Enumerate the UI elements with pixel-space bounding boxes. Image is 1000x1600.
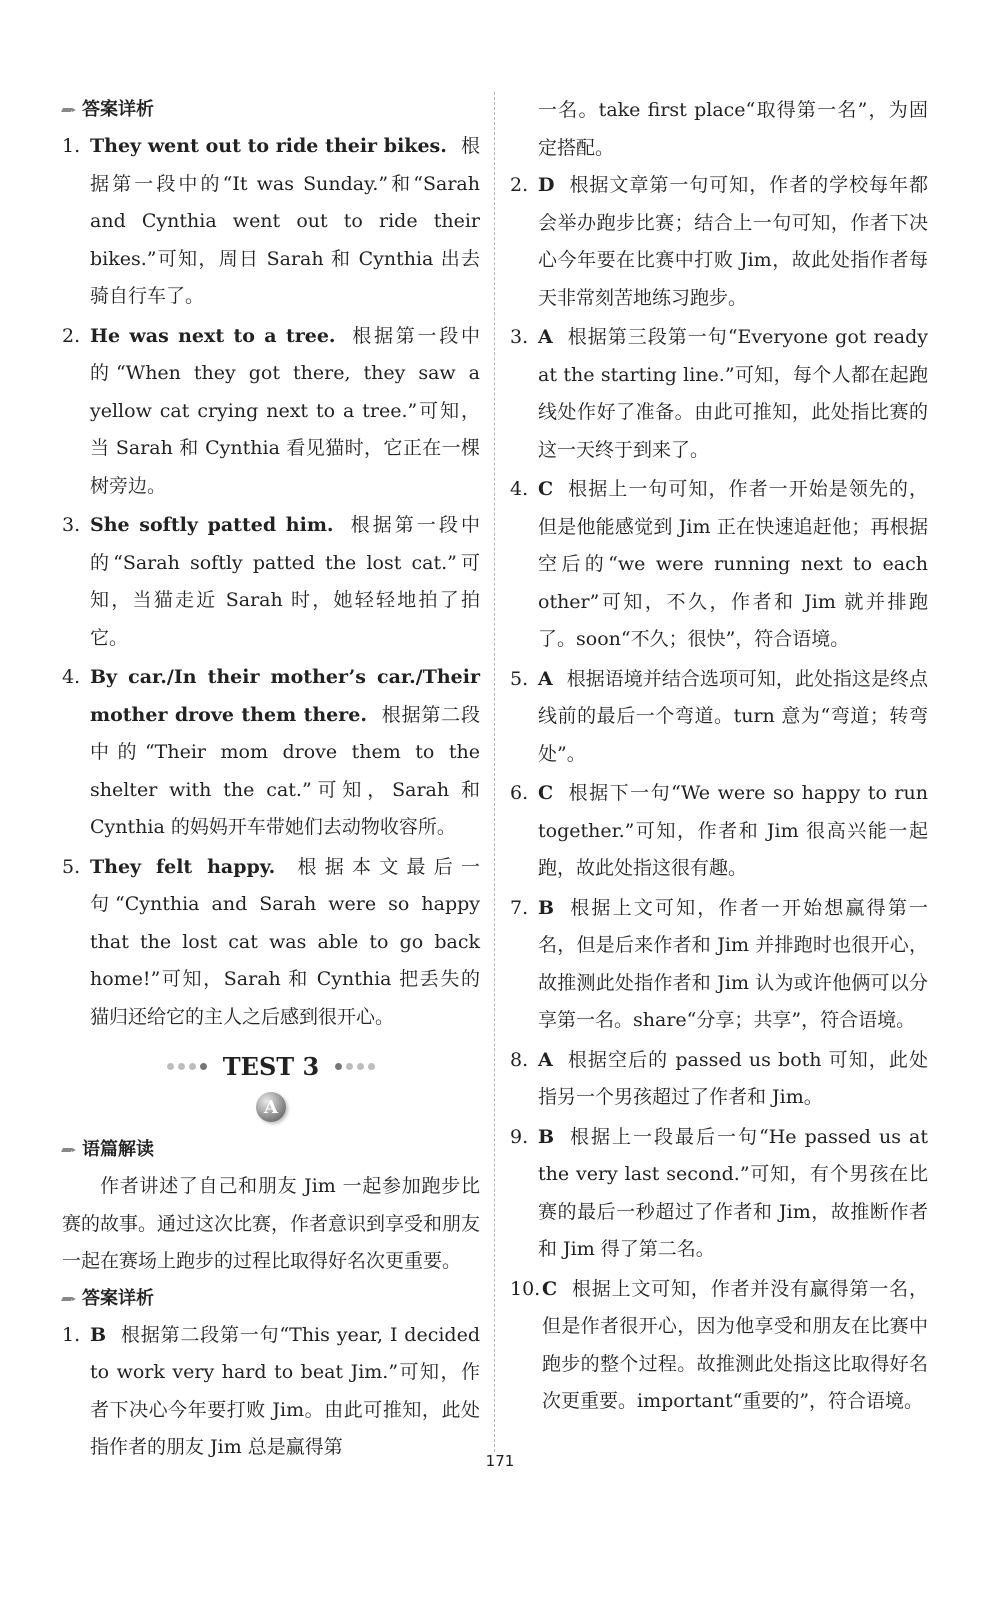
pencil-icon bbox=[62, 1294, 76, 1304]
answer-item-2 bbox=[62, 318, 480, 506]
answer-explanation: 根据下一句“We were so happy to run together.”可知，作者和 Jim 很高兴能一起跑，故此处指这很有趣。 bbox=[538, 782, 928, 879]
decor-dots-left bbox=[167, 1063, 207, 1070]
answer-key: A bbox=[538, 1048, 553, 1071]
answer-key: They felt happy. bbox=[90, 855, 276, 878]
answer-explanation: 根据上文可知，作者并没有赢得第一名，但是作者很开心，因为他享受和朋友在比赛中跑步的整个过程。故推测此处指这比取得好名次更重要。important“重要的”，符合语境。 bbox=[542, 1277, 928, 1412]
answer-key: C bbox=[542, 1277, 558, 1300]
right-column bbox=[510, 92, 928, 1423]
answer-key: He was next to a tree. bbox=[90, 324, 336, 347]
answer-number: 6. bbox=[510, 782, 529, 804]
answer-number: 10. bbox=[510, 1277, 541, 1300]
answer-key: B bbox=[538, 1125, 555, 1148]
answer-number: 9. bbox=[510, 1125, 529, 1148]
answer-explanation: 根据文章第一句可知，作者的学校每年都会举办跑步比赛；结合上一句可知，作者下决心今年要在比赛中打败 Jim，故此处指作者每天非常刻苦地练习跑步。 bbox=[538, 174, 928, 309]
answer-number: 5. bbox=[62, 855, 81, 878]
test-title bbox=[62, 1046, 480, 1086]
answer-explanation: 根据语境并结合选项可知，此处指这是终点线前的最后一个弯道。turn 意为“弯道；转弯处”。 bbox=[538, 667, 928, 765]
answer-number: 1. bbox=[62, 1323, 81, 1346]
answer-number: 7. bbox=[510, 896, 529, 919]
reading-heading-label: 语篇解读 bbox=[82, 1139, 154, 1160]
answer-heading-label: 答案详析 bbox=[82, 1287, 154, 1309]
test3-answer-item-8 bbox=[510, 1042, 928, 1117]
decor-dots-right bbox=[335, 1063, 375, 1070]
test3-answer-item-10 bbox=[510, 1271, 928, 1421]
answer-key: C bbox=[538, 782, 554, 804]
test3-answer-item-9 bbox=[510, 1119, 928, 1269]
answer-number: 4. bbox=[62, 666, 81, 688]
answer-item-1 bbox=[62, 128, 480, 316]
answer-item-3 bbox=[62, 507, 480, 657]
answer-item-4 bbox=[62, 659, 480, 847]
answer-heading-label: 答案详析 bbox=[82, 99, 154, 120]
answer-number: 5. bbox=[510, 667, 529, 690]
answer-number: 8. bbox=[510, 1048, 529, 1071]
answer-number: 2. bbox=[510, 174, 529, 196]
answer-explanation: 根据上一段最后一句“He passed us at the very last second.”可知，有个男孩在比赛的最后一秒超过了作者和 Jim，故推断作者和 Jim 得了第二名。 bbox=[538, 1125, 928, 1260]
answer-explanation: 根据第二段第一句“This year, I decided to work very hard to beat Jim.”可知，作者下决心今年要打败 Jim。由此可推知，此处指作者的朋友 Jim 总是赢得第 bbox=[90, 1323, 480, 1458]
answer-key: By car./In their mother’s car./Their mother drove them there. bbox=[90, 666, 480, 726]
answer-key: B bbox=[90, 1323, 107, 1346]
pencil-icon bbox=[62, 105, 76, 115]
answer-explanation: 根据空后的 passed us both 可知，此处指另一个男孩超过了作者和 Jim。 bbox=[538, 1048, 928, 1108]
answer-key: They went out to ride their bikes. bbox=[90, 135, 447, 157]
answer-key: A bbox=[538, 326, 553, 348]
answer-item-5 bbox=[62, 849, 480, 1037]
answer-key: D bbox=[538, 174, 555, 196]
answer-number: 4. bbox=[510, 478, 529, 500]
test3-answer-item-2 bbox=[510, 167, 928, 317]
answer-explanation: 根据第二段中的“Their mom drove them to the shelter with the cat.”可知，Sarah 和 Cynthia 的妈妈开车带她们去动物收容所。 bbox=[90, 703, 480, 838]
test3-answer-item-5 bbox=[510, 661, 928, 774]
answer-number: 3. bbox=[510, 326, 529, 348]
reading-heading bbox=[62, 1132, 480, 1168]
answer-key: B bbox=[538, 896, 555, 919]
answer-key: She softly patted him. bbox=[90, 514, 334, 536]
column-divider bbox=[494, 92, 495, 1452]
reading-summary: 作者讲述了自己和朋友 Jim 一起参加跑步比赛的故事。通过这次比赛，作者意识到享受和朋友一起在赛场上跑步的过程比取得好名次更重要。 bbox=[62, 1175, 481, 1272]
answer-explanation: 根据第三段第一句“Everyone got ready at the starting line.”可知，每个人都在起跑线处作好了准备。由此可推知，此处指比赛的这一天终于到来了。 bbox=[538, 326, 928, 461]
test3-answer-item-6 bbox=[510, 775, 928, 888]
answer-explanation: 根据第一段中的“It was Sunday.”和“Sarah and Cynthia went out to ride their bikes.”可知，周日 Sarah 和 Cynthia 出去骑自行车了。 bbox=[90, 135, 480, 307]
continuation-text: 一名。take first place“取得第一名”，为固定搭配。 bbox=[538, 99, 928, 159]
left-column bbox=[62, 92, 480, 1469]
pencil-icon bbox=[62, 1145, 76, 1155]
answer-heading bbox=[62, 92, 480, 128]
test3-answer-item-1 bbox=[62, 1317, 480, 1467]
test-title-label: TEST 3 bbox=[222, 1051, 320, 1081]
answer-explanation: 根据上一句可知，作者一开始是领先的，但是他能感觉到 Jim 正在快速追赶他；再根据空后的“we were running next to each other”可知，不久，作者和 Jim 就并排跑了。soon“不久；很快”，符合语境。 bbox=[538, 478, 928, 650]
answer-explanation: 根据第一段中的“Sarah softly patted the lost cat.”可知，当猫走近 Sarah 时，她轻轻地拍了拍它。 bbox=[90, 514, 480, 649]
test3-answer-item-3 bbox=[510, 319, 928, 469]
answer-key: C bbox=[538, 478, 554, 500]
answer-explanation: 根据本文最后一句“Cynthia and Sarah were so happy that the lost cat was able to go back home!”可知，Sarah 和 Cynthia 把丢失的猫归还给它的主人之后感到很开心。 bbox=[90, 855, 480, 1028]
page-number: 171 bbox=[485, 1452, 515, 1470]
test3-answer-item-7 bbox=[510, 890, 928, 1040]
answer-number: 2. bbox=[62, 324, 81, 347]
test3-answer-item-4 bbox=[510, 471, 928, 659]
answer-key: A bbox=[538, 667, 553, 690]
section-badge: A bbox=[256, 1092, 286, 1122]
answer-heading-2 bbox=[62, 1281, 480, 1317]
answer-number: 1. bbox=[62, 135, 81, 157]
answer-explanation: 根据第一段中的“When they got there, they saw a yellow cat crying next to a tree.”可知，当 Sarah 和 Cynthia 看见猫时，它正在一棵树旁边。 bbox=[90, 324, 480, 497]
answer-explanation: 根据上文可知，作者一开始想赢得第一名，但是后来作者和 Jim 并排跑时也很开心，故推测此处指作者和 Jim 认为或许他俩可以分享第一名。share“分享；共享”，符合语境。 bbox=[538, 896, 928, 1031]
answer-number: 3. bbox=[62, 514, 81, 536]
